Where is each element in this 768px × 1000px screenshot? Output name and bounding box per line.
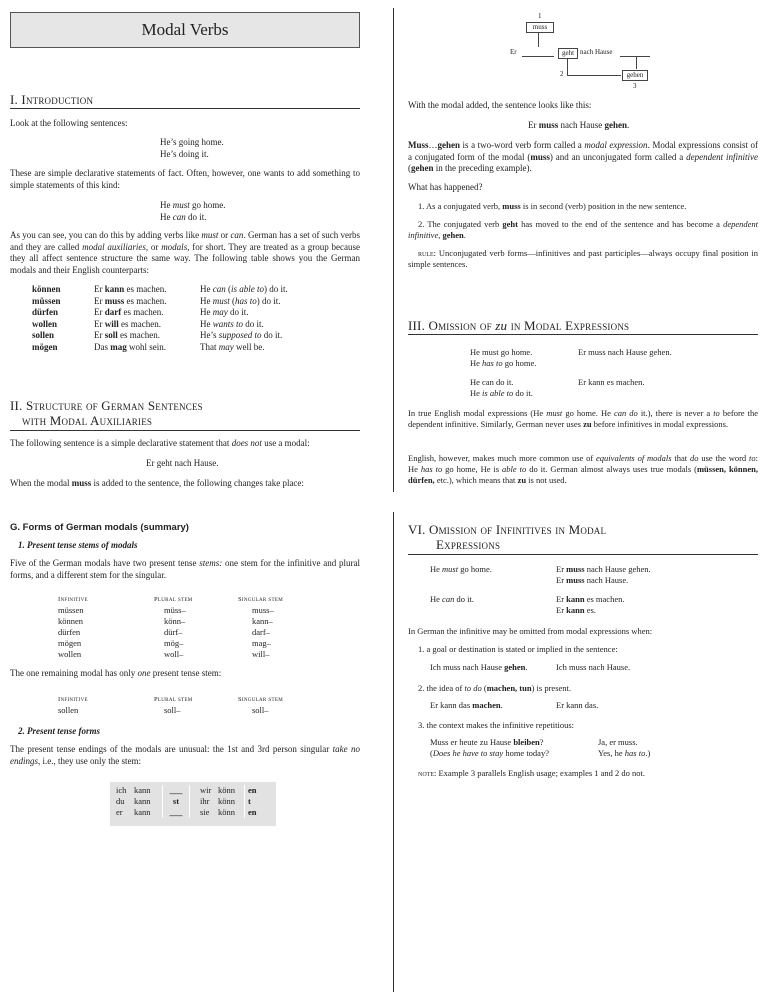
table-row: wollen woll– will– <box>58 649 270 659</box>
table-header-row: Infinitive Plural stem Singular stem <box>58 696 283 703</box>
table-header-row: Infinitive Plural stem Singular stem <box>58 596 283 603</box>
table-row: ich kann ___ wir könn en <box>116 785 257 795</box>
example-line: He must go home. <box>470 347 533 357</box>
inf-case-3-answer <box>598 737 650 759</box>
example-line: Yes, he has to.) <box>598 748 651 758</box>
diagram-arrow-up <box>636 57 637 69</box>
example-line: Er muss nach Hause. <box>556 575 629 585</box>
center-divider-bottom <box>393 512 394 992</box>
example-line: Er kann es machen. <box>556 594 625 604</box>
rt-question: What has happened? <box>408 182 483 192</box>
diagram-connector <box>567 59 568 75</box>
table-row: sollen soll– soll– <box>58 705 269 715</box>
diagram-arrow-right <box>567 75 621 76</box>
intro-p1: Look at the following sentences: <box>10 118 128 128</box>
stems-table <box>58 594 283 660</box>
inf-case-2-example-b: Er kann das. <box>556 700 599 710</box>
conjugation-box <box>110 782 276 826</box>
rt-p2: Muss…gehen is a two-word verb form called a modal expression. Modal expressions consist of a conjugated form of the modal (muss) and an unconjugated form called a dependent infinitive (gehen in the preceding example). <box>408 140 758 173</box>
diagram-box-gehen: gehen <box>622 70 648 81</box>
diagram-nach-hause: nach Hause <box>580 48 613 56</box>
heading-rule <box>408 554 758 555</box>
table-row: mögen mög– mag– <box>58 638 271 648</box>
inf-example-1-en: He must go home. <box>430 564 492 574</box>
sollen-table <box>58 694 283 716</box>
inf-case-1-example-b: Ich muss nach Hause. <box>556 662 631 672</box>
inf-note: note: Example 3 parallels English usage; examples 1 and 2 do not. <box>418 768 646 778</box>
example-line: He can do it. <box>160 211 207 222</box>
table-row: mögen Das mag wohl sein. That may well be. <box>32 341 265 352</box>
intro-p3: As you can see, you can do this by adding verbs like must or can. German has a set of such verbs and they are called modal auxiliaries, or modals, for short. They are treated as a group because they all affect sentence structure the same way. The following table shows you the German modals and their English counterparts: <box>10 230 361 275</box>
intro-example-1 <box>160 137 224 160</box>
center-divider-top <box>393 8 394 492</box>
heading-rule <box>10 430 360 431</box>
conjugation-table <box>116 785 257 818</box>
title-box <box>10 12 360 48</box>
example-line: He must go home. <box>160 200 226 210</box>
table-row: sollen Er soll es machen. He’s supposed to do it. <box>32 330 283 340</box>
structure-p1: The following sentence is a simple declarative statement that does not use a modal: <box>10 438 310 448</box>
intro-example-2 <box>160 200 226 223</box>
inf-case-3: 3. the context makes the infinitive repetitious: <box>418 720 575 730</box>
forms-p1: Five of the German modals have two present tense stems: one stem for the infinitive and plural forms, and a different stem for the singular. <box>10 558 360 580</box>
table-row: dürfen dürf– darf– <box>58 627 270 637</box>
forms-p3: The present tense endings of the modals are unusual: the 1st and 3rd person singular take no endings, i.e., they use only the stem: <box>10 744 360 766</box>
table-row: du kann st ihr könn t <box>116 796 257 807</box>
inf-case-3-example <box>430 737 549 759</box>
inf-case-1-example: Ich muss nach Hause gehen. <box>430 662 528 672</box>
structure-example: Er geht nach Hause. <box>146 458 219 468</box>
rt-item-1: 1. As a conjugated verb, muss is in second (verb) position in the new sentence. <box>418 201 687 211</box>
structure-p2: When the modal muss is added to the sentence, the following changes take place: <box>10 478 304 488</box>
diagram-er: Er <box>510 48 517 56</box>
section-intro-heading: I. Introduction <box>10 92 94 107</box>
zu-example-2 <box>470 377 533 399</box>
inf-example-2-de <box>556 594 624 616</box>
diagram-label-3: 3 <box>633 82 637 90</box>
example-line: He’s going home. <box>160 137 224 147</box>
table-row: müssen müss– muss– <box>58 605 274 615</box>
modals-table <box>32 284 288 353</box>
table-row: müssen Er muss es machen. He must (has to) do it. <box>32 295 281 306</box>
rt-item-2: 2. The conjugated verb geht has moved to the end of the sentence and has become a dependent infinitive, gehen. <box>408 219 758 240</box>
inf-example-2-en: He can do it. <box>430 594 474 604</box>
forms-p2: The one remaining modal has only one present tense stem: <box>10 668 222 678</box>
forms-sub1: 1. Present tense stems of modals <box>18 540 138 550</box>
zu-p2: English, however, makes much more common use of equivalents of modals that do use the word to: He has to go home, He is able to do it. German almost always uses true modals (müssen, können, dürfen, etc.), which means that zu is not used. <box>408 453 759 485</box>
diagram-blank <box>620 56 650 57</box>
word-order-diagram <box>500 10 670 90</box>
forms-heading: G. Forms of German modals (summary) <box>10 522 189 533</box>
diagram-label-2: 2 <box>560 70 564 78</box>
table-row: wollen Er will es machen. He wants to do it. <box>32 318 264 329</box>
example-line: He has to go home. <box>470 358 537 368</box>
example-line: (Does he have to stay home today? <box>430 748 549 758</box>
heading-rule <box>408 334 758 335</box>
forms-sub2: 2. Present tense forms <box>18 726 100 736</box>
example-line: He’s doing it. <box>160 148 209 159</box>
rt-p1: With the modal added, the sentence looks like this: <box>408 100 592 110</box>
example-line: Er muss nach Hause gehen. <box>556 564 651 574</box>
example-line: Er kann es. <box>556 605 596 615</box>
example-line: Muss er heute zu Hause bleiben? <box>430 737 544 747</box>
diagram-box-geht: geht <box>558 48 578 59</box>
example-line: He can do it. <box>470 377 514 387</box>
diagram-arrow-down <box>538 33 539 47</box>
section-omission-inf-heading: VI. Omission of Infinitives in Modal Expressions <box>408 522 607 552</box>
table-row: dürfen Er darf es machen. He may do it. <box>32 307 249 317</box>
diagram-box-muss: muss <box>526 22 554 33</box>
table-row: können Er kann es machen. He can (is able to) do it. <box>32 284 288 294</box>
inf-case-2: 2. the idea of to do (machen, tun) is present. <box>418 683 572 693</box>
page-title: Modal Verbs <box>141 20 229 39</box>
rt-rule: rule: Unconjugated verb forms—infinitives and past participles—always occupy final position in simple sentences. <box>408 248 758 269</box>
zu-example-1 <box>470 347 536 369</box>
intro-p2: These are simple declarative statements of fact. Often, however, one wants to add something to simple statements of this kind: <box>10 168 360 190</box>
example-line: He is able to do it. <box>470 388 533 398</box>
zu-p1: In true English modal expressions (He must go home. He can do it.), there is never a to before the dependent infinitive. Similarly, German never uses zu before infinitives in modal expressions. <box>408 408 759 429</box>
diagram-label-1: 1 <box>538 12 542 20</box>
example-line: Ja, er muss. <box>598 737 638 747</box>
heading-rule <box>10 108 360 109</box>
zu-german-2: Er kann es machen. <box>578 377 645 387</box>
inf-p1: In German the infinitive may be omitted from modal expressions when: <box>408 626 653 636</box>
zu-german-1: Er muss nach Hause gehen. <box>578 347 672 357</box>
rt-example: Er muss nach Hause gehen. <box>528 120 630 130</box>
section-structure-heading: II. Structure of German Sentences with Modal Auxiliaries <box>10 398 203 428</box>
inf-case-1: 1. a goal or destination is stated or implied in the sentence: <box>418 644 618 654</box>
table-row: er kann ___ sie könn en <box>116 807 257 817</box>
diagram-blank <box>522 56 554 57</box>
inf-case-2-example: Er kann das machen. <box>430 700 503 710</box>
table-row: können könn– kann– <box>58 616 273 626</box>
inf-example-1-de <box>556 564 651 586</box>
section-omission-zu-heading: III. Omission of zu in Modal Expressions <box>408 318 630 333</box>
